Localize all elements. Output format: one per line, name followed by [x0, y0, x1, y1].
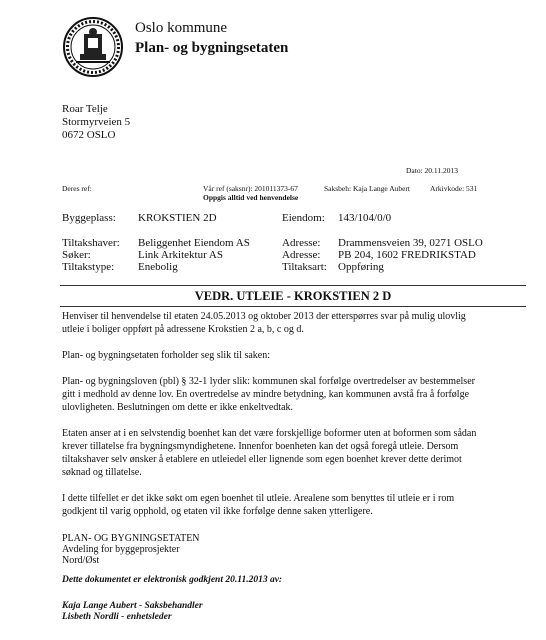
tiltaksart-label: Tiltaksart:	[282, 261, 327, 273]
deres-ref: Deres ref:	[62, 184, 92, 193]
tiltaksart-value: Oppføring	[338, 261, 384, 273]
tiltakshaver-label: Tiltakshaver:	[62, 237, 120, 249]
paragraph-4-line-2: krever tillatelse fra bygningsmyndighetene. Innenfor boenheten kan det også foregå utleie. Dersom	[62, 441, 459, 452]
adresse2-value: PB 204, 1602 FREDRIKSTAD	[338, 249, 476, 261]
document-title: VEDR. UTLEIE - KROKSTIEN 2 D	[194, 289, 392, 303]
saksbehandler: Saksbeh: Kaja Lange Aubert	[324, 184, 411, 193]
electronic-approval-note: Dette dokumentet er elektronisk godkjent 20.11.2013 av:	[62, 575, 283, 585]
soker-value: Link Arkitektur AS	[138, 249, 223, 261]
oslo-kommune-seal	[62, 16, 124, 78]
var-ref-note: Oppgis alltid ved henvendelse	[203, 193, 299, 202]
arkivkode: Arkivkode: 531	[430, 184, 478, 193]
recipient-city: 0672 OSLO	[62, 129, 116, 141]
signature-division: Avdeling for byggeprosjekter	[62, 544, 180, 555]
eiendom-label: Eiendom:	[282, 212, 325, 224]
signature-unit: Nord/Øst	[62, 555, 100, 566]
paragraph-5-line-2: godkjent til varig opphold, og etaten vil ikke forfølge denne saken ytterligere.	[62, 506, 373, 517]
paragraph-5-line-1: I dette tilfellet er det ikke søkt om egen boenhet til utleie. Arealene som benyttes til utleie er i rom	[62, 493, 455, 504]
tiltakshaver-value: Beliggenhet Eiendom AS	[138, 237, 250, 249]
adresse1-value: Drammensveien 39, 0271 OSLO	[338, 237, 483, 249]
paragraph-3-line-1: Plan- og bygningsloven (pbl) § 32-1 lyder slik: kommunen skal forfølge overtredelser av bestemmelser	[62, 376, 475, 387]
paragraph-1-line-1: Henviser til henvendelse til etaten 24.05.2013 og oktober 2013 der etterspørres svar på mulig ulovlig	[62, 311, 466, 322]
signature-department: PLAN- OG BYGNINGSETATEN	[62, 533, 200, 544]
paragraph-3-line-3: ulovligheten. Beslutningen om dette er ikke enkeltvedtak.	[62, 402, 294, 413]
eiendom-value: 143/104/0/0	[338, 212, 392, 224]
paragraph-3-line-2: gitt i medhold av denne lov. En overtredelse av mindre betydning, kan kommunen avstå fra å forfølge	[62, 389, 470, 400]
var-ref: Vår ref (saksnr): 201011373-67	[203, 184, 298, 193]
tiltakstype-label: Tiltakstype:	[62, 261, 115, 273]
recipient-street: Stormyrveien 5	[62, 116, 131, 128]
soker-label: Søker:	[62, 249, 91, 261]
recipient-name: Roar Telje	[62, 103, 108, 115]
paragraph-2-line-1: Plan- og bygningsetaten forholder seg slik til saken:	[62, 350, 271, 361]
paragraph-4-line-4: søknad og tillatelse.	[62, 467, 142, 478]
tiltakstype-value: Enebolig	[138, 261, 178, 273]
byggeplass-value: KROKSTIEN 2D	[138, 212, 217, 224]
signer-1: Kaja Lange Aubert - Saksbehandler	[62, 601, 203, 611]
agency-name: Plan- og bygningsetaten	[135, 40, 289, 56]
org-name: Oslo kommune	[135, 20, 228, 36]
byggeplass-label: Byggeplass:	[62, 212, 116, 224]
adresse1-label: Adresse:	[282, 237, 321, 249]
adresse2-label: Adresse:	[282, 249, 321, 261]
paragraph-4-line-3: tiltakshaver selv ønsker å etablere en utleiedel eller lignende som egen boenhet krever dette derimot	[62, 454, 462, 465]
document-date: Dato: 20.11.2013	[406, 166, 459, 175]
paragraph-1-line-2: utleie i boliger oppført på adressene Krokstien 2 a, b, c og d.	[62, 324, 304, 335]
document-title-bar	[60, 285, 526, 307]
paragraph-4-line-1: Etaten anser at i en selvstendig boenhet kan det være forskjellige boformer uten at boformen som sådan	[62, 428, 477, 439]
signer-2: Lisbeth Nordli - enhetsleder	[62, 612, 172, 622]
